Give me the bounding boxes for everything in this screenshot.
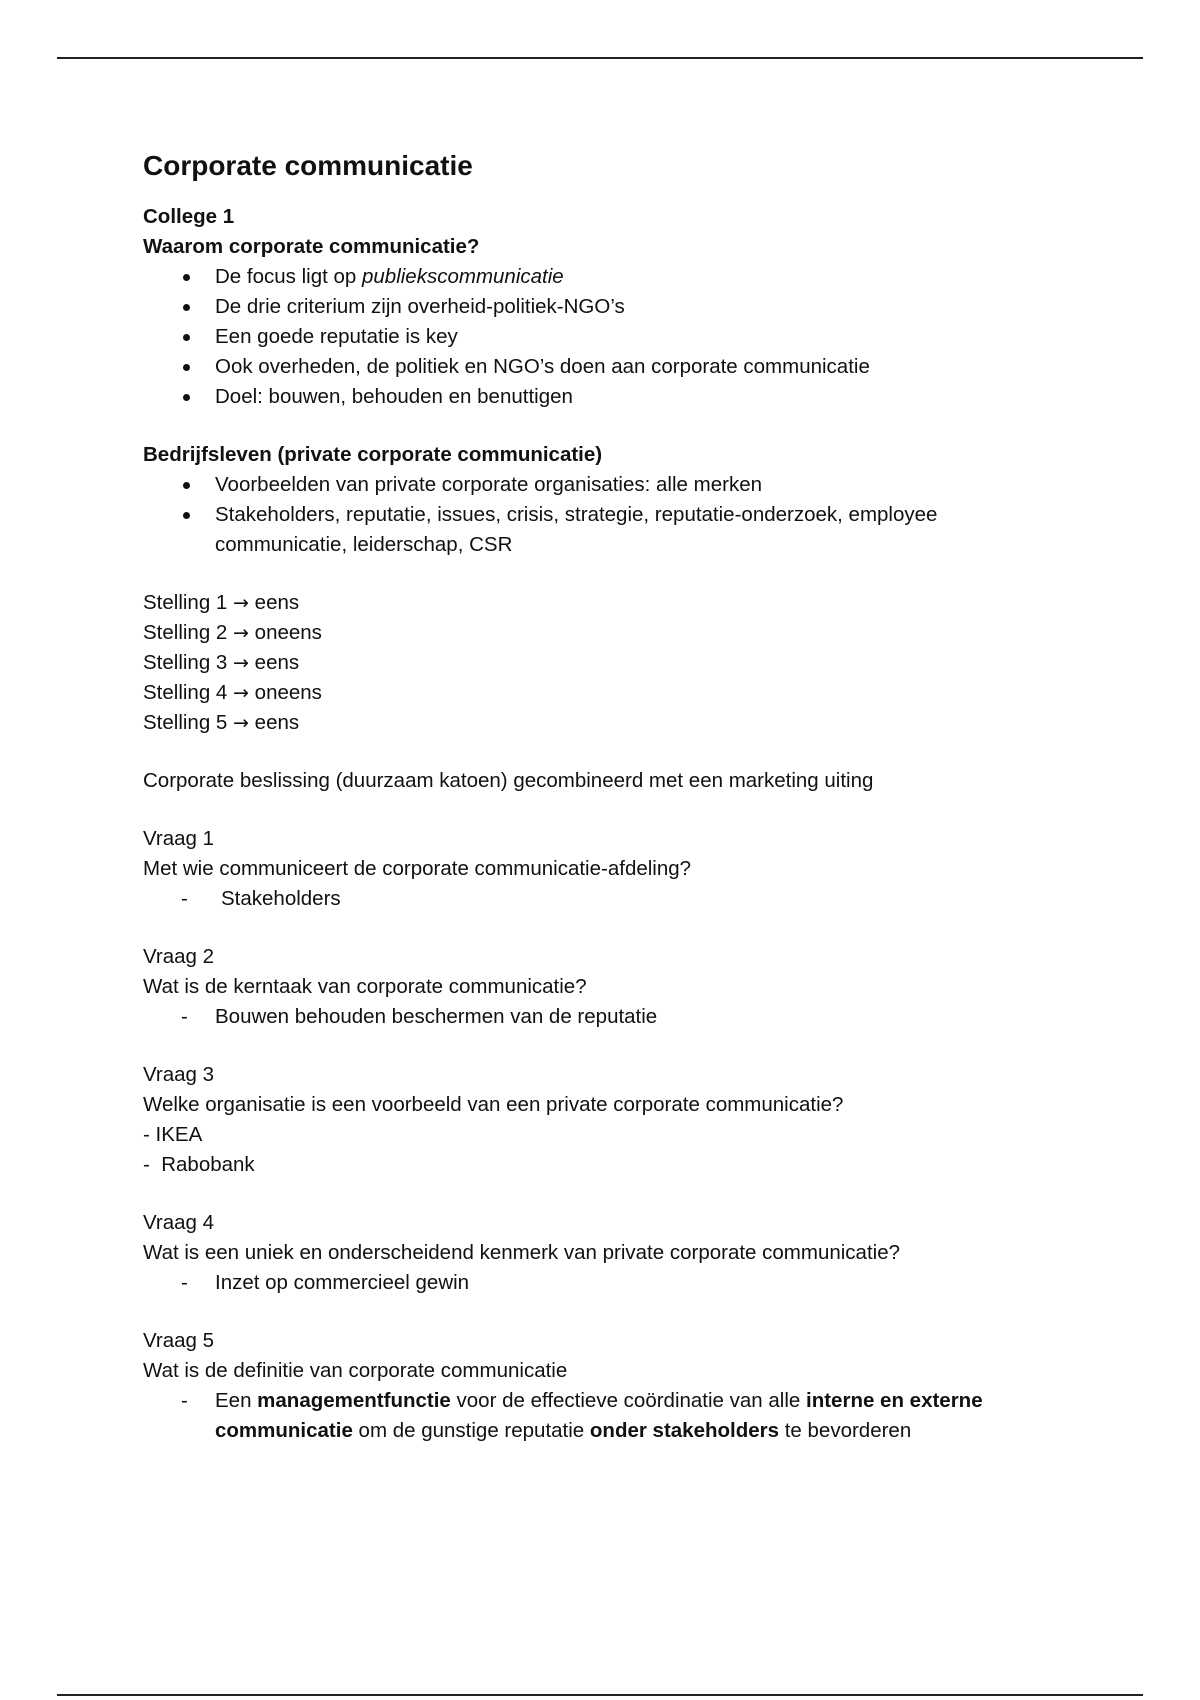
spacer — [143, 1032, 1073, 1060]
top-rule — [57, 57, 1143, 59]
vraag-label: Vraag 3 — [143, 1063, 215, 1086]
stelling-row — [143, 588, 1073, 618]
vraag-answer-list — [143, 1002, 1073, 1032]
vraag-question: Wat is een uniek en onderscheidend kenmerk van private corporate communicatie? — [143, 1241, 901, 1264]
list-item — [143, 292, 1073, 322]
list-item — [143, 322, 1073, 352]
vraag-answer: Bouwen behouden beschermen van de reputatie — [215, 1005, 658, 1028]
definition-bold: interne en externe communicatie — [215, 1389, 983, 1442]
stelling-answer: eens — [254, 651, 300, 674]
arrow-right-icon: → — [233, 712, 249, 734]
list-item-text: Doel: bouwen, behouden en benuttigen — [215, 385, 573, 408]
list-item — [143, 500, 1073, 560]
stelling-answer: oneens — [254, 681, 322, 704]
stelling-label: Stelling 3 — [143, 651, 228, 674]
document-page — [143, 140, 1073, 1446]
bullet-dot-icon — [183, 512, 190, 519]
vraag-answer: Inzet op commercieel gewin — [215, 1271, 470, 1294]
stelling-answer: oneens — [254, 621, 322, 644]
vraag-block — [143, 824, 1073, 914]
stelling-row — [143, 708, 1073, 738]
vraag-label: Vraag 4 — [143, 1211, 215, 1234]
stelling-answer: eens — [254, 711, 300, 734]
stelling-label: Stelling 1 — [143, 591, 228, 614]
list-item — [143, 1268, 1073, 1298]
dash-icon: - — [181, 887, 188, 910]
spacer — [143, 914, 1073, 942]
list-item — [143, 470, 1073, 500]
bullet-dot-icon — [183, 274, 190, 281]
vraag-block — [143, 942, 1073, 1032]
spacer — [143, 1180, 1073, 1208]
arrow-right-icon: → — [233, 652, 249, 674]
stelling-label: Stelling 4 — [143, 681, 228, 704]
vraag-question: Met wie communiceert de corporate communicatie-afdeling? — [143, 857, 692, 880]
bullet-dot-icon — [183, 304, 190, 311]
bullet-dot-icon — [183, 364, 190, 371]
list-item-text: Stakeholders, reputatie, issues, crisis, strategie, reputatie-onderzoek, employee communicatie, leiderschap, CSR — [215, 503, 938, 556]
list-item — [143, 1386, 1073, 1446]
college-subheading: Waarom corporate communicatie? — [143, 235, 480, 258]
vraag-answer-list — [143, 1268, 1073, 1298]
vraag-answer: Stakeholders — [221, 887, 341, 910]
list-item-text: Voorbeelden van private corporate organisaties: alle merken — [215, 473, 762, 496]
vraag-question: Wat is de definitie van corporate communicatie — [143, 1359, 568, 1382]
vraag-block — [143, 1060, 1073, 1180]
vraag-answer: - Rabobank — [143, 1153, 255, 1176]
arrow-right-icon: → — [233, 592, 249, 614]
bullet-dot-icon — [183, 334, 190, 341]
stelling-row — [143, 678, 1073, 708]
definition-bold: onder stakeholders — [589, 1419, 780, 1442]
list-item-text: Ook overheden, de politiek en NGO’s doen aan corporate communicatie — [215, 355, 870, 378]
stellingen-list — [143, 588, 1073, 738]
definition-text: om de gunstige reputatie — [352, 1419, 590, 1442]
list-item — [143, 884, 1073, 914]
dash-icon: - — [181, 1005, 188, 1028]
dash-icon: - — [181, 1389, 188, 1412]
list-item — [143, 1002, 1073, 1032]
stelling-row — [143, 648, 1073, 678]
list-item-text: Een goede reputatie is key — [215, 325, 458, 348]
vraag-label: Vraag 2 — [143, 945, 215, 968]
spacer — [143, 796, 1073, 824]
stelling-row — [143, 618, 1073, 648]
definition-text: Een — [215, 1389, 258, 1412]
vraag-answer-list — [143, 1386, 1073, 1446]
vraag-block — [143, 1326, 1073, 1446]
list-item — [143, 382, 1073, 412]
bullet-dot-icon — [183, 394, 190, 401]
list-item — [143, 262, 1073, 292]
bedrijfsleven-heading: Bedrijfsleven (private corporate communicatie) — [143, 443, 603, 466]
spacer — [143, 1298, 1073, 1326]
corporate-beslissing-text: Corporate beslissing (duurzaam katoen) gecombineerd met een marketing uiting — [143, 769, 874, 792]
arrow-right-icon: → — [233, 622, 249, 644]
page-title: Corporate communicatie — [143, 150, 473, 181]
definition-text: te bevorderen — [779, 1419, 912, 1442]
spacer — [143, 560, 1073, 588]
arrow-right-icon: → — [233, 682, 249, 704]
vraag-question: Wat is de kerntaak van corporate communicatie? — [143, 975, 587, 998]
list-item — [143, 352, 1073, 382]
list-item-text: De drie criterium zijn overheid-politiek-NGO’s — [215, 295, 625, 318]
vraag-label: Vraag 1 — [143, 827, 215, 850]
spacer — [143, 412, 1073, 440]
stelling-label: Stelling 2 — [143, 621, 228, 644]
bullet-dot-icon — [183, 482, 190, 489]
list-item-emphasis: publiekscommunicatie — [362, 265, 564, 288]
college-heading: College 1 — [143, 205, 235, 228]
stelling-answer: eens — [254, 591, 300, 614]
dash-icon: - — [181, 1271, 188, 1294]
bedrijfsleven-bullet-list — [143, 470, 1073, 560]
vraag-answer-list — [143, 884, 1073, 914]
definition-bold: managementfunctie — [257, 1389, 451, 1412]
vraag-label: Vraag 5 — [143, 1329, 215, 1352]
vraag-block — [143, 1208, 1073, 1298]
college-bullet-list — [143, 262, 1073, 412]
spacer — [143, 738, 1073, 766]
stelling-label: Stelling 5 — [143, 711, 228, 734]
definition-text: voor de effectieve coördinatie van alle — [450, 1389, 807, 1412]
bottom-rule — [57, 1694, 1143, 1696]
vraag-question: Welke organisatie is een voorbeeld van een private corporate communicatie? — [143, 1093, 844, 1116]
vraag-answer: - IKEA — [143, 1123, 203, 1146]
list-item-text: De focus ligt op — [215, 265, 362, 288]
